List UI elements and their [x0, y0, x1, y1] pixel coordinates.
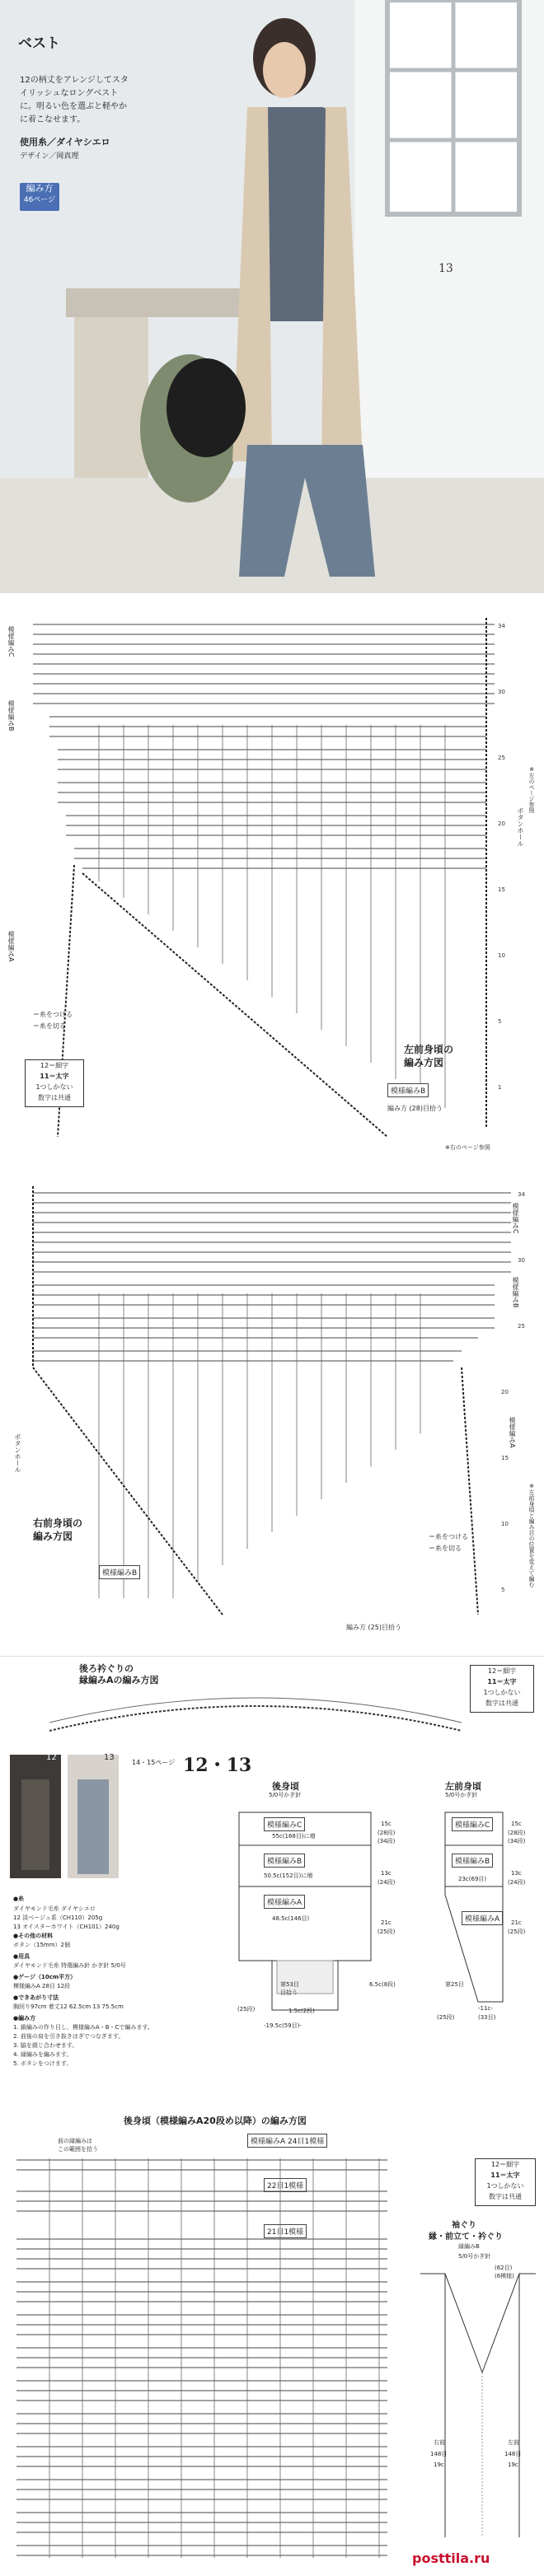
svg-text:1: 1 [498, 1084, 502, 1091]
front-dim-4: 13c [511, 1870, 522, 1877]
svg-text:20: 20 [498, 820, 505, 827]
trim-title-line-2: 縁・前立て・衿ぐり [429, 2232, 503, 2242]
steps-header: ●編み方 [13, 2015, 36, 2022]
right-pattern-b-box: 模様編みB [99, 1565, 140, 1579]
model-thumbnails [10, 1755, 125, 1886]
bottom-chart-subtitle: 前の縁編みは [58, 2138, 92, 2144]
bottom-chart-subtitle-2: この範囲を拾う [58, 2146, 98, 2153]
svg-text:15: 15 [498, 886, 505, 893]
instructions-section [0, 1746, 544, 2101]
bottom-chart-section [0, 2109, 544, 2576]
front-dim-1: 15c [511, 1821, 522, 1827]
right-legend-cut: ＝糸を切る [429, 1545, 462, 1552]
trim-hook: 5/0号かぎ針 [458, 2253, 491, 2260]
back-schematic-drawing [223, 1796, 437, 2068]
collar-stitch-diagram [0, 1657, 544, 1739]
trim-title-line-3: 縁編みB [458, 2243, 480, 2250]
trim-count-2: (6模様) [495, 2273, 514, 2279]
right-front-stitch-diagram [0, 1170, 544, 1648]
back-stitch-pos: 第53目 [280, 1981, 299, 1988]
front-bottom-stitches: (33目) [478, 2014, 496, 2021]
right-side-note: ※左前身頃と編み目の位置を変えて編む [528, 1483, 535, 1587]
photo-section [0, 0, 544, 593]
right-legend-attach: ＝糸をつける [429, 1533, 468, 1540]
bottom-size-legend-line-2: 11＝太字 [490, 2172, 520, 2179]
left-start-note: ※右のページ参照 [445, 1144, 490, 1151]
back-dim-1: 15c [381, 1821, 392, 1827]
back-bottom-width: -19.5c(59目)- [264, 2022, 302, 2029]
model-number-12: 12 [46, 1753, 57, 1762]
material-line-3: 13 オイスターホワイト（CH101）240g [13, 1924, 120, 1930]
instructions-big-number: 12・13 [183, 1755, 252, 1776]
photo-description-line-4: に着こなせます。 [20, 115, 86, 124]
back-pattern-c: 模様編みC [264, 1817, 305, 1831]
bottom-count-bottom: 21目1模様 [264, 2224, 307, 2238]
trim-length-right: 19c [434, 2461, 444, 2468]
right-chart-title-line-1: 右前身頃の [33, 1517, 83, 1529]
collar-size-legend-line-3: 1つしかない [483, 1689, 521, 1696]
right-pattern-b-label: 模様編みB [512, 1277, 519, 1308]
right-rows-note: 編み方 (25)目拾う [346, 1624, 401, 1631]
left-legend-cut: ＝糸を切る [33, 1022, 66, 1030]
instructions-page-ref: 14・15ページ [132, 1759, 176, 1766]
back-side-rows: 6.5c(8段) [369, 1981, 396, 1988]
left-size-legend-line-2: 11＝太字 [40, 1073, 69, 1080]
svg-text:30: 30 [518, 1257, 525, 1264]
back-increase-2: 50.5c(152目)に増 [264, 1872, 313, 1879]
collar-size-legend-line-4: 数字は共通 [485, 1699, 518, 1707]
back-pickup: 目拾う [280, 1989, 298, 1996]
right-front-chart [0, 1170, 544, 1648]
svg-text:25: 25 [518, 1323, 525, 1330]
front-dim-6: 21c [511, 1919, 522, 1926]
back-dim-5: (24段) [378, 1879, 396, 1886]
trim-count-1: (62目) [495, 2265, 513, 2271]
bottom-count-top: 模様編みA 24目1模様 [247, 2134, 327, 2148]
watermark: posttila.ru [412, 2550, 490, 2566]
front-dim-7: (25段) [508, 1928, 526, 1935]
trim-left-front: 左前 [508, 2439, 519, 2446]
front-schematic-subtitle: 5/0号かぎ針 [445, 1792, 478, 1798]
front-schematic-title: 左前身頃 [445, 1781, 481, 1792]
svg-text:5: 5 [501, 1587, 505, 1593]
back-dim-3: (34段) [378, 1838, 396, 1844]
back-increase-1: 55c(168目)に増 [272, 1833, 316, 1840]
back-dim-2: (28段) [378, 1830, 396, 1836]
left-button-hole-label: ボタンホール [517, 807, 524, 847]
left-size-legend [25, 1059, 84, 1107]
left-chart-title-line-1: 左前身頃の [404, 1044, 454, 1055]
left-size-legend-line-3: 1つしかない [35, 1083, 73, 1091]
hook-line: ダイヤモンド毛糸 特選編み針 かぎ針 5/0号 [13, 1962, 126, 1969]
svg-text:15: 15 [501, 1455, 509, 1461]
yarn-credit: 使用糸／ダイヤシエロ [20, 137, 110, 147]
collar-size-legend-line-2: 11＝太字 [487, 1678, 517, 1685]
howto-label-line-1: 編み方 [26, 183, 54, 194]
step-1: 1. 鎖編みの作り目し、模様編みA・B・Cで編みます。 [13, 2024, 153, 2031]
right-pattern-a-label: 模様編みA [509, 1417, 516, 1448]
left-side-note: ※左のページ参照 [528, 766, 535, 813]
front-dim-5: (24段) [508, 1879, 526, 1886]
left-size-legend-line-1: 12＝細字 [40, 1062, 69, 1069]
trim-title-line-1: 袖ぐり [452, 2221, 476, 2230]
svg-text:30: 30 [498, 689, 505, 695]
svg-text:20: 20 [501, 1389, 509, 1396]
right-button-hole-label: ボタンホール [14, 1433, 21, 1473]
front-pattern-b: 模様編みB [452, 1854, 493, 1868]
front-bottom-rows: (25段) [437, 2014, 455, 2021]
back-pattern-a: 模様編みA [264, 1895, 305, 1909]
front-pattern-a: 模様編みA [462, 1911, 503, 1925]
photo-title: ベスト [18, 35, 60, 52]
material-line-1: ダイヤモンド毛糸 ダイヤシエロ [13, 1905, 96, 1912]
left-chart-title-line-2: 編み方図 [404, 1057, 444, 1068]
trim-stitches-right: 148目 [430, 2451, 448, 2457]
collar-title-line-2: 縁編みAの編み方図 [79, 1675, 159, 1685]
bottom-chart-title: 後身頃（模様編みA20段め以降）の編み方図 [124, 2115, 307, 2126]
front-bottom-width: -11c- [478, 2005, 493, 2012]
collar-title-line-1: 後ろ衿ぐりの [79, 1663, 134, 1674]
svg-text:5: 5 [498, 1018, 502, 1025]
back-hem-rows: 1.5c(2段) [288, 2008, 315, 2014]
svg-text:10: 10 [498, 952, 505, 959]
size-header: ●できあがり寸法 [13, 1994, 59, 2001]
back-schematic-title: 後身頃 [272, 1781, 299, 1792]
trim-stitches-left: 148目 [504, 2451, 522, 2457]
svg-text:25: 25 [498, 755, 505, 761]
collar-size-legend [470, 1665, 534, 1713]
svg-text:34: 34 [498, 623, 505, 629]
back-width: 48.5c(146目) [272, 1915, 310, 1922]
bottom-size-legend-line-1: 12＝細字 [490, 2161, 520, 2168]
left-size-legend-line-4: 数字は共通 [38, 1094, 71, 1101]
bottom-count-mid: 22目1模様 [264, 2178, 307, 2192]
front-dim-3: (34段) [508, 1838, 526, 1844]
collar-chart [0, 1656, 544, 1739]
front-width: 23c(69目) [458, 1876, 487, 1882]
size-line: 胸回り97cm 着丈12 62.5cm 13 75.5cm [13, 2003, 124, 2010]
back-rows: (25段) [237, 2006, 256, 2013]
model-number-13: 13 [104, 1753, 115, 1762]
step-5: 5. ボタンをつけます。 [13, 2060, 73, 2067]
design-credit: デザイン／岡真理 [20, 152, 79, 161]
trim-right-front: 右前 [434, 2439, 445, 2446]
back-schematic-subtitle: 5/0号かぎ針 [269, 1792, 302, 1798]
materials-header: ●糸 [13, 1896, 25, 1902]
left-pattern-b-box: 模様編みB [387, 1083, 429, 1097]
material-line-2: 12 淡ベージュ系（CH110）205g [13, 1914, 103, 1921]
material-line-4: ●その他の材料 [13, 1933, 54, 1939]
photo-description-line-2: イリッシュなロングベスト [20, 89, 119, 98]
collar-size-legend-line-1: 12＝細字 [487, 1667, 517, 1675]
left-front-chart [0, 601, 544, 1162]
step-3: 3. 脇を綴じ合わせます。 [13, 2042, 78, 2049]
material-line-5: ボタン（15mm）2個 [13, 1942, 70, 1948]
bottom-size-legend-line-4: 数字は共通 [489, 2193, 522, 2200]
left-pattern-b-label: 模様編みB [7, 700, 15, 732]
left-pattern-c-label: 模様編みC [7, 626, 15, 657]
bottom-size-legend [475, 2158, 536, 2206]
step-4: 4. 縁編みを編みます。 [13, 2051, 73, 2058]
left-rows-note: 編み方 (28)目拾う [387, 1105, 443, 1112]
photo-description-line-3: に。明るい色を選ぶと軽やか [20, 102, 127, 111]
right-chart-title-line-2: 編み方図 [33, 1531, 73, 1542]
left-pattern-a-label: 模様編みA [7, 931, 15, 962]
front-pattern-c: 模様編みC [452, 1817, 493, 1831]
front-dim-2: (28段) [508, 1830, 526, 1836]
back-dim-6: 21c [381, 1919, 392, 1926]
left-legend-attach: ＝糸をつける [33, 1011, 73, 1018]
photo-page-number: 13 [438, 262, 453, 275]
trim-length-left: 19c [508, 2461, 518, 2468]
gauge-line: 模様編みA 28目 12段 [13, 1983, 71, 1989]
photo-description-line-1: 12の柄丈をアレンジしてスタ [20, 76, 129, 85]
back-pattern-b: 模様編みB [264, 1854, 305, 1868]
right-pattern-c-label: 模様編みC [512, 1203, 519, 1234]
bottom-size-legend-line-3: 1つしかない [486, 2182, 524, 2190]
back-dim-7: (25段) [378, 1928, 396, 1935]
front-stitch-pos: 第25目 [445, 1981, 464, 1988]
howto-page-badge[interactable] [20, 183, 59, 211]
svg-text:34: 34 [518, 1191, 525, 1198]
howto-label-line-2: 46ページ [23, 196, 56, 204]
back-dim-4: 13c [381, 1870, 392, 1877]
svg-text:10: 10 [501, 1521, 509, 1527]
bottom-stitch-diagram [0, 2109, 544, 2576]
gauge-header: ●ゲージ（10cm平方） [13, 1974, 77, 1980]
step-2: 2. 前後の肩を引き抜きはぎでつなぎます。 [13, 2033, 124, 2040]
hook-header: ●用具 [13, 1953, 30, 1960]
